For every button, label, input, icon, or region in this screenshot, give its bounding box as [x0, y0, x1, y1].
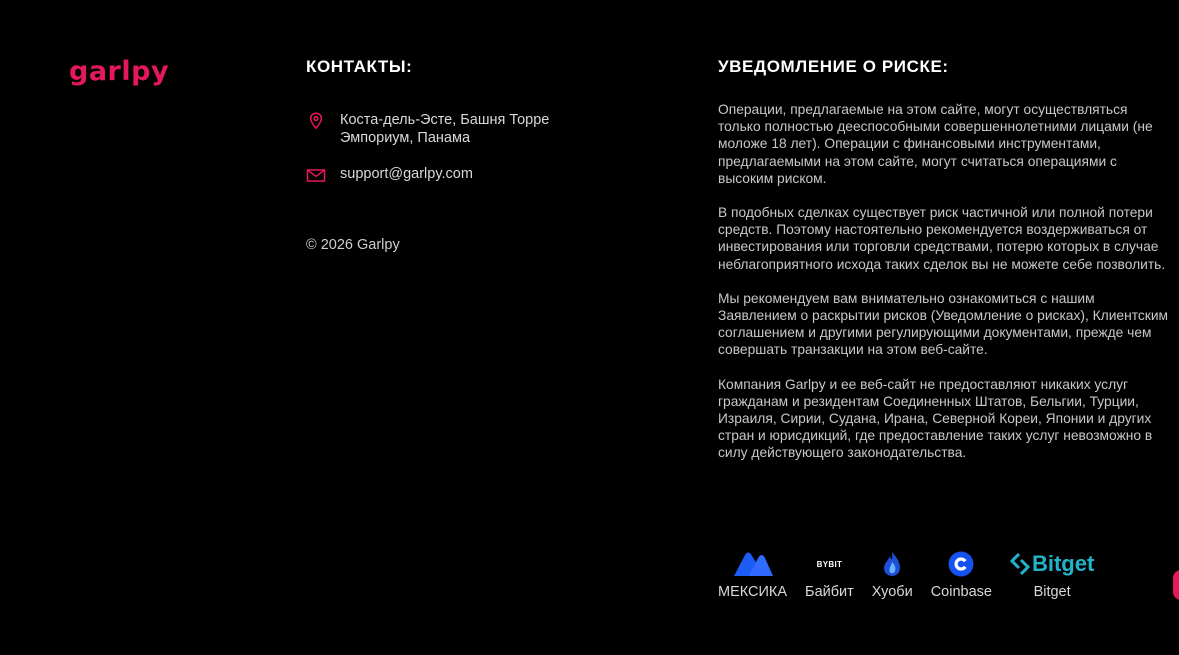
broker-name: Bitget: [1033, 584, 1071, 600]
broker-name: Хуоби: [871, 584, 913, 600]
risk-paragraph: Компания Garlpy и ее веб-сайт не предоставляют никаких услуг гражданам и резидентам Соединенных Штатов, Бельгии, Турции, Израиля, Сирии, Судана, Ирана, Северной Кореи, Японии и других стран и юрисдикций, где предоставление таких услуг невозможно в силу действующего законодательства.: [718, 376, 1153, 461]
broker-bybit[interactable]: [805, 548, 854, 602]
address-text: Коста-дель-Эсте, Башня Торре Эмпориум, Панама: [340, 112, 550, 146]
address-row: [306, 111, 590, 147]
mexc-logo-icon: [732, 548, 774, 580]
copyright-text: © 2026 Garlpy: [306, 237, 400, 253]
coinbase-logo-icon: [948, 548, 974, 580]
risk-heading: УВЕДОМЛЕНИЕ О РИСКЕ:: [718, 57, 949, 76]
location-pin-icon: [306, 111, 326, 131]
broker-logos: [718, 548, 1112, 602]
broker-name: Coinbase: [930, 584, 992, 600]
email-row[interactable]: [306, 165, 590, 185]
broker-name: Байбит: [805, 584, 854, 600]
email-link[interactable]: support@garlpy.com: [340, 166, 473, 182]
broker-huobi[interactable]: [872, 548, 913, 602]
risk-paragraph: Мы рекомендуем вам внимательно ознакомиться с нашим Заявлением о раскрытии рисков (Уведомление о рисках), Клиентским соглашением и другими регулирующими документами, прежде чем совершать транзакции на этом веб-сайте.: [718, 290, 1169, 358]
floating-chat-button[interactable]: [1173, 570, 1179, 600]
huobi-logo-icon: [882, 548, 902, 580]
envelope-icon: [306, 165, 326, 185]
bitget-logo-text: Bitget: [1031, 551, 1095, 576]
bitget-logo-icon: [1010, 548, 1094, 580]
broker-name: МЕКСИКА: [718, 584, 788, 600]
broker-bitget[interactable]: [1010, 548, 1094, 602]
risk-notice-section: [718, 56, 1170, 479]
contacts-section: [306, 56, 626, 253]
risk-paragraph: В подобных сделках существует риск частичной или полной потери средств. Поэтому настоятельно рекомендуется воздерживаться от инвестирования или торговли средствами, потерю которых в случае неблагоприятного исхода таких сделок вы не можете себе позволить.: [718, 205, 1166, 272]
bybit-logo-text: BYBIT: [816, 559, 843, 569]
risk-paragraphs: [718, 101, 1170, 462]
garlpy-logo[interactable]: garlpy: [69, 56, 170, 87]
risk-paragraph: Операции, предлагаемые на этом сайте, могут осуществляться только полностью дееспособными совершеннолетними лицами (не моложе 18 лет). Операции с финансовыми инструментами, предлагаемыми на этом сайте, могут считаться операциями с высоким риском.: [718, 102, 1153, 186]
broker-mexc[interactable]: [718, 548, 787, 602]
contacts-heading: КОНТАКТЫ:: [306, 57, 413, 76]
broker-coinbase[interactable]: [931, 548, 992, 602]
bybit-logo-icon: [817, 548, 843, 580]
